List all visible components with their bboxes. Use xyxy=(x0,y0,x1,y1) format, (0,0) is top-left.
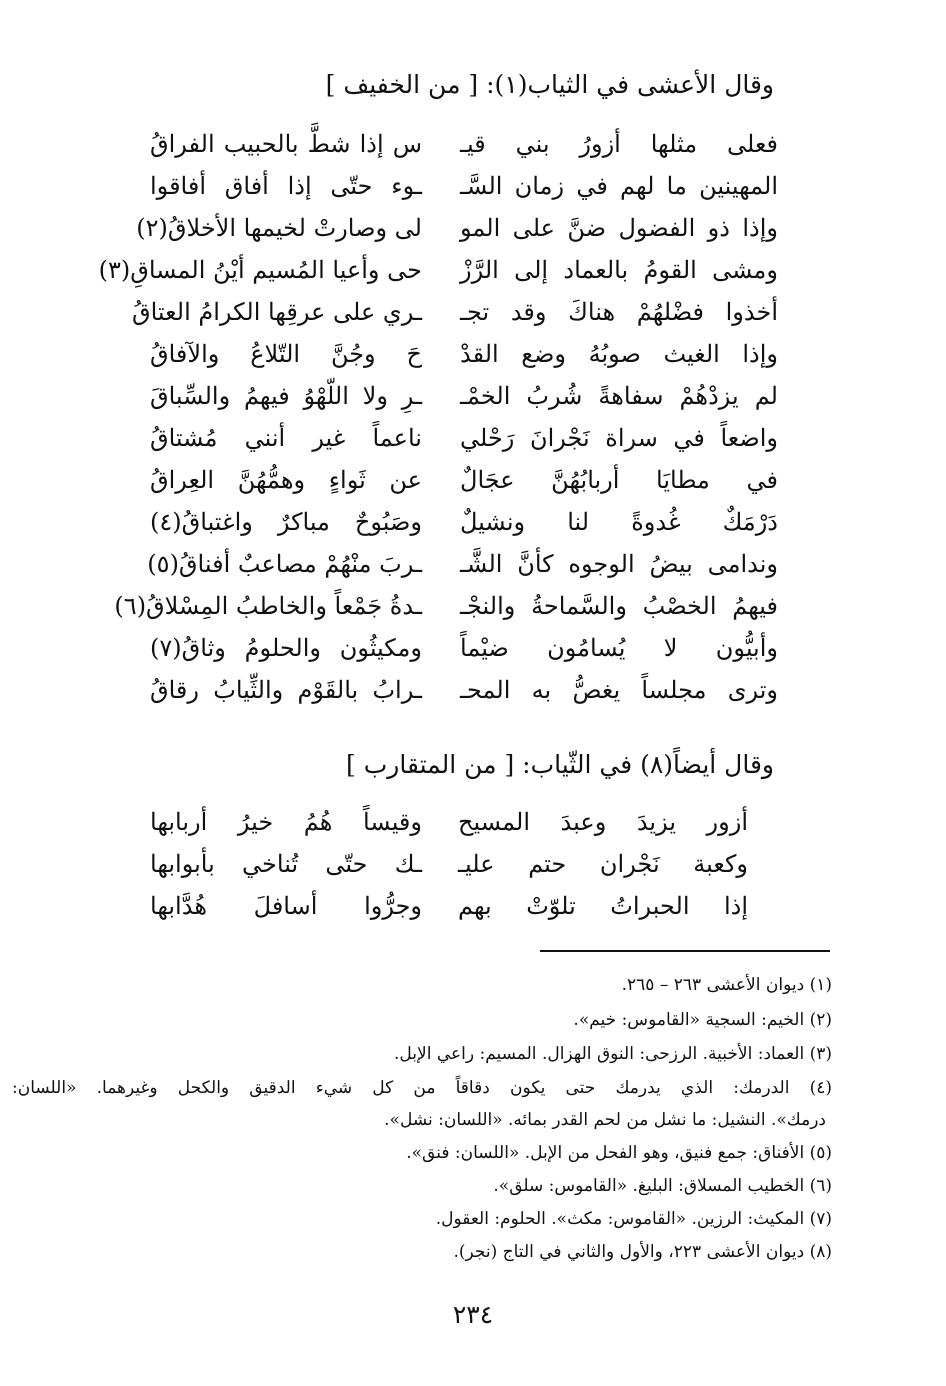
verse-4-left: حى وأعيا المُسيم أيْنُ المساقِ(٣) xyxy=(98,256,422,284)
footnote-4-continued: درمك». النشيل: ما نشل من لحم القدر بمائه. «اللسان: نشل». xyxy=(384,1110,826,1130)
verse-12-right: فيهمُ الخصْبُ والسَّماحةُ والنجْـ xyxy=(460,592,778,620)
footnote-2: (٢) الخيم: السجية «القاموس: خيم». xyxy=(573,1010,832,1030)
footnote-5: (٥) الأفناق: جمع فنيق، وهو الفحل من الإبل. «اللسان: فنق». xyxy=(406,1143,832,1163)
verse-2-2-right: وكعبة نَجْران حتم عليـ xyxy=(458,850,748,878)
verse-6-left: حَ وجُنَّ التّلاعُ والآفاقُ xyxy=(150,340,422,368)
verse-2-1-right: أزور يزيدَ وعبدَ المسيح xyxy=(458,808,748,836)
verse-3-left: لى وصارتْ لخيمها الأخلاقُ(٢) xyxy=(136,214,422,242)
footnote-divider xyxy=(540,950,830,952)
verse-11-right: وندامى بيضُ الوجوه كأنَّ الشَّـ xyxy=(460,550,778,578)
verse-13-right: وأبيُّون لا يُسامُون ضيْماً xyxy=(460,634,778,662)
verse-6-right: وإذا الغيث صوبُهُ وضع القدْ xyxy=(460,340,778,368)
footnote-6: (٦) الخطيب المسلاق: البليغ. «القاموس: سلق». xyxy=(493,1176,832,1196)
footnote-1: (١) ديوان الأعشى ٢٦٣ – ٢٦٥. xyxy=(621,975,832,995)
verse-10-left: وصَبُوحٌ مباكرٌ واغتباقُ(٤) xyxy=(150,508,422,536)
footnote-4: (٤) الدرمك: الذي يدرمك حتى يكون دقاقاً من كل شيء الدقيق والكحل وغيرهما. «اللسان: xyxy=(12,1078,832,1098)
verse-2-right: المهينين ما لهم في زمان السَّـ xyxy=(460,172,778,200)
footnote-7: (٧) المكيث: الرزين. «القاموس: مكث». الحلوم: العقول. xyxy=(435,1209,832,1229)
verse-2-left: ـوء حتّى إذا أفاق أفاقوا xyxy=(150,172,422,200)
verse-8-left: ناعماً غير أنني مُشتاقُ xyxy=(150,424,422,452)
verse-9-right: في مطايَا أربابُهُنَّ عجَالٌ xyxy=(460,466,778,494)
verse-4-right: ومشى القومُ بالعماد إلى الرَّزْ xyxy=(460,256,778,284)
verse-13-left: ومكيثُون والحلومُ وثاقُ(٧) xyxy=(150,634,422,662)
verse-1-left: س إذا شطَّ بالحبيب الفراقُ xyxy=(150,130,422,158)
verse-7-left: ـرِ ولا اللّهْوُ فيهمُ والسِّباقَ xyxy=(150,382,422,410)
verse-3-right: وإذا ذو الفضول ضنَّ على المو xyxy=(460,214,778,242)
verse-2-3-left: وجرُّوا أسافلَ هُدَّابها xyxy=(150,892,422,920)
footnote-3: (٣) العماد: الأخبية. الرزحى: النوق الهزال. المسيم: راعي الإبل. xyxy=(393,1044,832,1064)
verse-10-right: دَرْمَكٌ غُدوةً لنا ونشيلٌ xyxy=(460,508,778,536)
verse-9-left: عن ثَواءٍ وهمُّهُنَّ العِراقُ xyxy=(150,466,422,494)
verse-1-right: فعلى مثلها أزورُ بني قيـ xyxy=(460,130,778,158)
verse-14-left: ـرابُ بالقَوْم والثِّيابُ رقاقُ xyxy=(150,676,422,704)
verse-2-2-left: ـك حتّى تُناخي بأبوابها xyxy=(150,850,422,878)
footnote-8: (٨) ديوان الأعشى ٢٢٣، والأول والثاني في التاج (نجر). xyxy=(453,1242,832,1262)
heading-1: وقال الأعشى في الثياب(١): [ من الخفيف ] xyxy=(325,70,774,99)
verse-12-left: ـدةُ جَمْعاً والخاطبُ المِسْلاقُ(٦) xyxy=(114,592,422,620)
verse-2-3-right: إذا الحبراتُ تلوّتْ بهم xyxy=(458,892,748,920)
verse-2-1-left: وقيساً هُمُ خيرُ أربابها xyxy=(150,808,422,836)
verse-14-right: وترى مجلساً يغصُّ به المحـ xyxy=(460,676,778,704)
verse-5-left: ـري على عرقِها الكرامُ العتاقُ xyxy=(132,298,422,326)
verse-7-right: لم يزدْهُمْ سفاهةً شُربُ الخمْـ xyxy=(460,382,778,410)
page-number: ٢٣٤ xyxy=(452,1300,494,1329)
verse-11-left: ـربَ منْهُمْ مصاعبٌ أفناقُ(٥) xyxy=(147,550,422,578)
verse-8-right: واضعاً في سراة نَجْرانَ رَحْلي xyxy=(460,424,778,452)
verse-5-right: أخذوا فضْلهُمْ هناكَ وقد تجـ xyxy=(460,298,778,326)
heading-2: وقال أيضاً(٨) في الثّياب: [ من المتقارب ] xyxy=(346,750,774,779)
